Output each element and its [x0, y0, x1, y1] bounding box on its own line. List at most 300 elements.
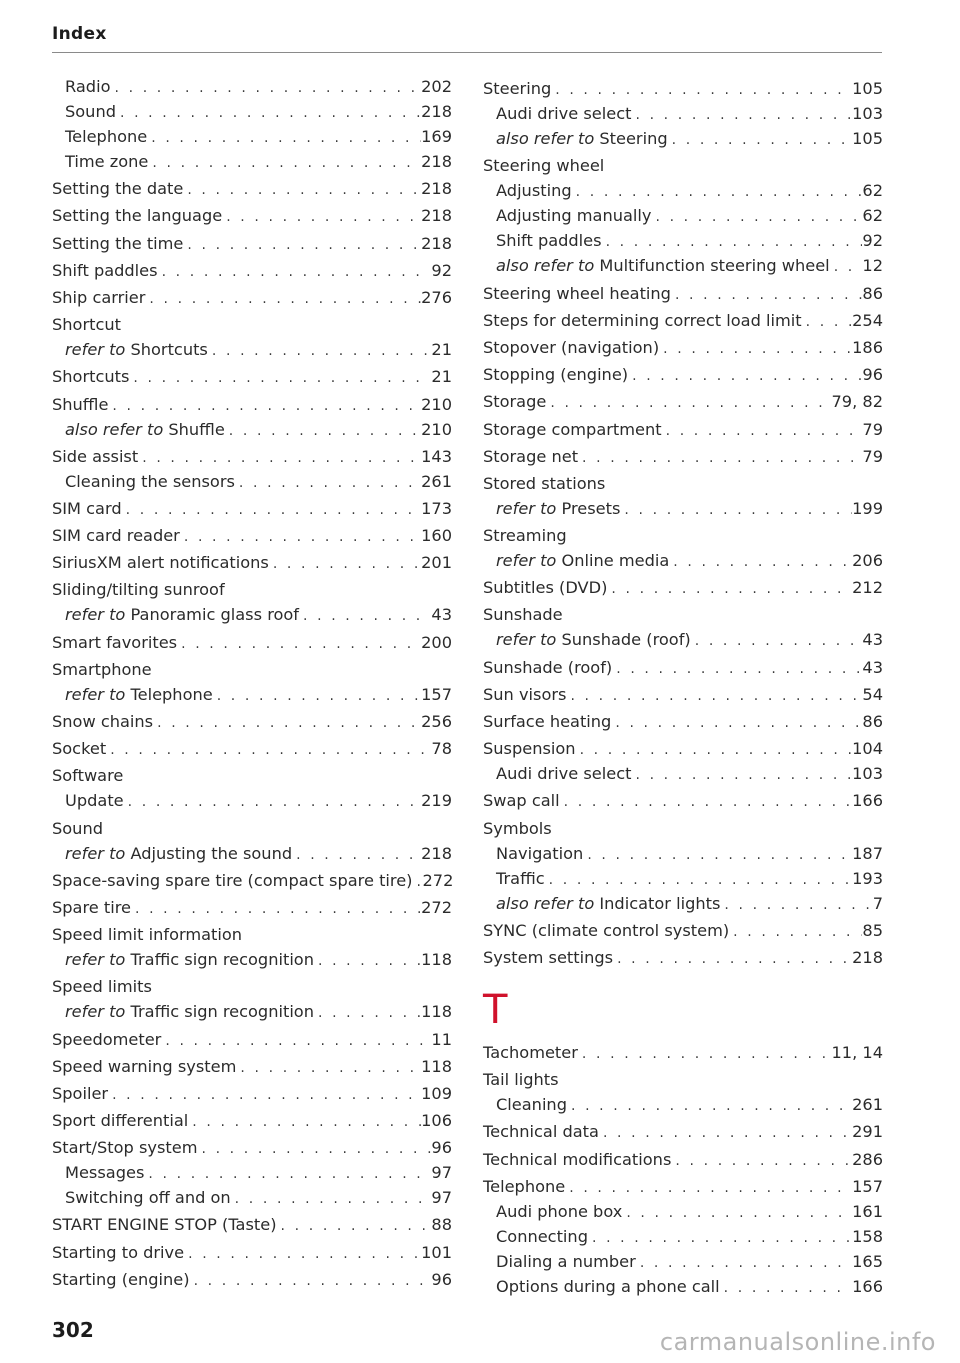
- dot-leader: [668, 128, 852, 153]
- entry-term: [483, 575, 607, 600]
- dot-leader: [213, 684, 421, 709]
- index-entry: [483, 389, 883, 414]
- entry-term-text: Traffic sign recognition: [130, 1002, 314, 1022]
- entry-term: [65, 99, 116, 124]
- entry-term-text: Symbols: [483, 818, 552, 838]
- index-entry: [52, 868, 452, 893]
- entry-term-text: SiriusXM alert notifications: [52, 553, 269, 573]
- index-entry: [52, 203, 452, 228]
- entry-term-text: Indicator lights: [599, 893, 721, 913]
- entry-term-text: Sport differential: [52, 1111, 189, 1131]
- entry-page-ref[interactable]: 109: [421, 1083, 452, 1103]
- entry-term: [52, 1135, 197, 1160]
- entry-term-text: Start/Stop system: [52, 1138, 198, 1158]
- index-entry: [52, 550, 452, 575]
- entry-term-text: Dialing a number: [496, 1251, 636, 1271]
- index-entry: [52, 285, 452, 310]
- entry-page-ref[interactable]: 97: [431, 1163, 452, 1183]
- entry-term: [65, 337, 208, 362]
- entry-term-text: Steps for determining correct load limit: [483, 310, 802, 330]
- dot-leader: [691, 629, 863, 654]
- index-subentry: [483, 126, 883, 151]
- dot-leader: [116, 101, 421, 126]
- entry-page-ref[interactable]: 104: [852, 739, 883, 759]
- entry-term-text: Shortcut: [52, 315, 121, 335]
- dot-leader: [602, 230, 863, 255]
- entry-term: [483, 335, 659, 360]
- index-entry: [483, 736, 883, 761]
- entry-term: [483, 281, 671, 306]
- entry-page-ref[interactable]: 161: [852, 1201, 883, 1221]
- index-subentry: [52, 682, 452, 707]
- index-entry: [52, 657, 452, 682]
- index-subentry: [483, 1249, 883, 1274]
- page-header: [52, 24, 882, 53]
- entry-page-ref[interactable]: 218: [421, 206, 452, 226]
- dot-leader: [729, 920, 862, 945]
- entry-term: [483, 709, 611, 734]
- entry-page-ref[interactable]: 7: [872, 893, 883, 913]
- dot-leader: [177, 632, 421, 657]
- dot-leader: [583, 843, 852, 868]
- entry-page-ref[interactable]: 165: [852, 1251, 883, 1271]
- index-subentry: [483, 627, 883, 652]
- entry-term-text: Audi drive select: [496, 764, 632, 784]
- entry-term-text: Stored stations: [483, 473, 606, 493]
- entry-term: [65, 841, 292, 866]
- dot-leader: [612, 657, 862, 682]
- entry-term: [52, 258, 158, 283]
- index-entry: [483, 1040, 883, 1065]
- index-subentry: [483, 253, 883, 278]
- entry-term: [496, 1199, 622, 1224]
- entry-page-ref[interactable]: 21: [431, 340, 452, 360]
- index-entry: [52, 974, 452, 999]
- index-entry: [483, 709, 883, 734]
- entry-page-ref[interactable]: 169: [421, 127, 452, 146]
- index-entry: [483, 523, 883, 548]
- index-entry: [483, 471, 883, 496]
- entry-term: [52, 1081, 108, 1106]
- entry-term: [483, 1067, 559, 1092]
- entry-term-text: Steering: [483, 79, 552, 99]
- index-subentry: [52, 788, 452, 813]
- dot-leader: [147, 126, 421, 151]
- entry-page-ref[interactable]: 118: [421, 1056, 452, 1076]
- dot-leader: [108, 1083, 421, 1108]
- dot-leader: [566, 684, 862, 709]
- dot-leader: [277, 1214, 432, 1239]
- dot-leader: [158, 260, 432, 285]
- entry-page-ref[interactable]: 12: [862, 256, 883, 276]
- index-subentry: [483, 101, 883, 126]
- index-entry: [483, 788, 883, 813]
- entry-page-ref[interactable]: 200: [421, 632, 452, 652]
- entry-term-text: System settings: [483, 947, 614, 967]
- cross-reference-prefix: also refer to: [496, 893, 595, 913]
- entry-page-ref[interactable]: 103: [852, 104, 883, 124]
- entry-term-text: Cleaning the sensors: [65, 471, 235, 491]
- entry-term: [483, 788, 560, 813]
- entry-term-text: Update: [65, 791, 124, 811]
- dot-leader: [565, 1176, 852, 1201]
- entry-term: [496, 627, 691, 652]
- entry-term-text: SYNC (climate control system): [483, 920, 730, 940]
- entry-term-text: Sound: [52, 818, 103, 838]
- index-entry: [52, 1081, 452, 1106]
- entry-page-ref[interactable]: 54: [862, 684, 883, 704]
- entry-term-text: Sunshade: [483, 605, 563, 625]
- entry-page-ref[interactable]: 166: [852, 791, 883, 811]
- index-entry: [483, 153, 883, 178]
- entry-term-text: Telephone: [130, 684, 213, 704]
- entry-page-ref[interactable]: 272: [422, 870, 454, 890]
- entry-page-ref[interactable]: 272: [421, 897, 452, 917]
- entry-page-ref[interactable]: 97: [431, 1188, 452, 1208]
- entry-term: [52, 496, 122, 521]
- entry-page-ref[interactable]: 143: [421, 446, 452, 466]
- index-subentry: [52, 337, 452, 362]
- watermark: carmanualsonline.info: [659, 1328, 936, 1356]
- entry-page-ref[interactable]: 218: [852, 947, 883, 967]
- entry-page-ref[interactable]: 187: [852, 843, 883, 863]
- entry-term-text: Smart favorites: [52, 632, 178, 652]
- entry-page-ref[interactable]: 254: [852, 310, 883, 330]
- entry-term-text: Telephone: [483, 1176, 566, 1196]
- entry-page-ref[interactable]: 78: [431, 739, 452, 759]
- index-entry: [483, 575, 883, 600]
- entry-page-ref[interactable]: 186: [852, 337, 883, 357]
- entry-page-ref[interactable]: 210: [421, 394, 452, 414]
- entry-page-ref[interactable]: 160: [421, 526, 452, 546]
- dot-leader: [588, 1226, 852, 1251]
- index-entry: [52, 312, 452, 337]
- entry-term-text: Starting to drive: [52, 1242, 185, 1262]
- entry-term: [483, 471, 605, 496]
- dot-leader: [611, 711, 862, 736]
- entry-page-ref[interactable]: 96: [862, 365, 883, 385]
- index-entry: [483, 335, 883, 360]
- entry-page-ref[interactable]: 101: [421, 1242, 452, 1262]
- entry-page-ref[interactable]: 206: [852, 551, 883, 571]
- entry-term: [496, 126, 668, 151]
- dot-leader: [122, 498, 421, 523]
- entry-page-ref[interactable]: 157: [421, 684, 452, 704]
- cross-reference-prefix: refer to: [496, 551, 557, 571]
- dot-leader: [138, 446, 421, 471]
- entry-term: [52, 176, 183, 201]
- entry-term: [52, 922, 242, 947]
- entry-page-ref[interactable]: 43: [862, 657, 883, 677]
- entry-term: [483, 417, 662, 442]
- index-subentry: [52, 602, 452, 627]
- entry-page-ref[interactable]: 173: [421, 498, 452, 518]
- dot-leader: [578, 446, 862, 471]
- entry-term-text: Speed warning system: [52, 1056, 237, 1076]
- entry-term-text: Sunshade (roof): [561, 630, 691, 650]
- entry-page-ref[interactable]: 86: [862, 283, 883, 303]
- entry-term: [52, 709, 153, 734]
- entry-term-text: Presets: [561, 498, 621, 518]
- dot-leader: [830, 255, 863, 280]
- dot-leader: [144, 1162, 431, 1187]
- entry-page-ref[interactable]: 118: [421, 950, 452, 970]
- index-entry: [52, 258, 452, 283]
- entry-term: [496, 101, 631, 126]
- dot-leader: [671, 1149, 852, 1174]
- dot-leader: [188, 1110, 421, 1135]
- index-entry: [483, 682, 883, 707]
- dot-leader: [108, 394, 421, 419]
- entry-term-text: Side assist: [52, 446, 139, 466]
- index-subentry: [483, 761, 883, 786]
- entry-term-text: Messages: [65, 1163, 145, 1183]
- entry-term: [52, 1108, 188, 1133]
- index-entry: [483, 1119, 883, 1144]
- entry-term-text: Spare tire: [52, 897, 131, 917]
- dot-leader: [197, 1137, 431, 1162]
- entry-term-text: Options during a phone call: [496, 1276, 720, 1296]
- entry-page-ref[interactable]: 21: [431, 367, 452, 387]
- entry-term-text: Audi drive select: [496, 104, 632, 124]
- index-subentry: [483, 548, 883, 573]
- entry-term: [483, 308, 802, 333]
- dot-leader: [578, 1042, 832, 1067]
- section-letter: T: [483, 986, 508, 1033]
- index-entry: [483, 945, 883, 970]
- dot-leader: [662, 419, 863, 444]
- entry-page-ref[interactable]: 261: [852, 1095, 883, 1115]
- entry-page-ref[interactable]: 105: [852, 79, 883, 99]
- entry-page-ref[interactable]: 105: [852, 129, 883, 149]
- index-subentry: [483, 1199, 883, 1224]
- cross-reference-prefix: refer to: [65, 684, 126, 704]
- dot-leader: [145, 287, 421, 312]
- entry-term-text: SIM card: [52, 498, 122, 518]
- entry-term-text: Radio: [65, 77, 111, 96]
- entry-term: [65, 1160, 144, 1185]
- entry-term-text: Streaming: [483, 526, 567, 546]
- entry-page-ref[interactable]: 210: [421, 419, 452, 439]
- entry-term-text: Technical modifications: [483, 1149, 672, 1169]
- entry-page-ref[interactable]: 79: [862, 446, 883, 466]
- entry-page-ref[interactable]: 96: [431, 1138, 452, 1158]
- entry-page-ref[interactable]: 157: [852, 1176, 883, 1196]
- entry-term: [65, 74, 111, 99]
- dot-leader: [292, 843, 421, 868]
- entry-term: [52, 550, 269, 575]
- entry-term-text: Socket: [52, 739, 107, 759]
- index-entry: [483, 444, 883, 469]
- dot-leader: [572, 180, 863, 205]
- entry-term-text: Starting (engine): [52, 1269, 190, 1289]
- cross-reference-prefix: refer to: [65, 605, 126, 625]
- entry-page-ref[interactable]: 62: [862, 206, 883, 226]
- entry-term-text: Sliding/tilting sunroof: [52, 580, 225, 600]
- entry-term-text: Stopover (navigation): [483, 337, 660, 357]
- dot-leader: [576, 738, 853, 763]
- entry-page-ref[interactable]: 88: [431, 1215, 452, 1235]
- dot-leader: [613, 947, 852, 972]
- dot-leader: [183, 233, 421, 258]
- entry-page-ref[interactable]: 103: [852, 764, 883, 784]
- index-entry: [52, 922, 452, 947]
- entry-term: [496, 253, 830, 278]
- entry-term: [483, 1174, 565, 1199]
- index-entry: [52, 496, 452, 521]
- dot-leader: [631, 763, 852, 788]
- entry-term-text: Ship carrier: [52, 287, 146, 307]
- entry-term: [52, 577, 225, 602]
- index-entry: [483, 816, 883, 841]
- index-entry: [52, 231, 452, 256]
- entry-term: [65, 469, 235, 494]
- entry-term: [52, 523, 180, 548]
- entry-term-text: Tachometer: [483, 1042, 578, 1062]
- entry-page-ref[interactable]: 96: [431, 1269, 452, 1289]
- dot-leader: [190, 1269, 432, 1294]
- entry-term: [496, 841, 583, 866]
- index-entry: [52, 364, 452, 389]
- entry-page-ref[interactable]: 86: [862, 712, 883, 731]
- dot-leader: [631, 103, 852, 128]
- dot-leader: [720, 893, 872, 918]
- entry-term: [65, 124, 147, 149]
- index-entry: [483, 1174, 883, 1199]
- dot-leader: [622, 1201, 852, 1226]
- entry-term-text: Storage net: [483, 446, 579, 466]
- entry-term-text: Telephone: [65, 127, 148, 146]
- entry-term: [52, 312, 121, 337]
- entry-page-ref[interactable]: 106: [421, 1111, 452, 1131]
- entry-page-ref[interactable]: 256: [421, 712, 452, 731]
- entry-term-text: Panoramic glass roof: [130, 605, 299, 625]
- entry-term-text: Setting the date: [52, 179, 184, 199]
- entry-term-text: Subtitles (DVD): [483, 578, 608, 598]
- dot-leader: [607, 577, 852, 602]
- entry-page-ref[interactable]: 218: [421, 179, 452, 199]
- dot-leader: [161, 1029, 431, 1054]
- cross-reference-prefix: refer to: [65, 843, 126, 863]
- index-subentry: [483, 1274, 883, 1299]
- entry-page-ref[interactable]: 158: [852, 1226, 883, 1246]
- entry-page-ref[interactable]: 218: [421, 102, 452, 121]
- entry-term: [52, 1267, 190, 1292]
- entry-page-ref[interactable]: 11, 14: [831, 1042, 883, 1062]
- entry-page-ref[interactable]: 219: [421, 791, 452, 811]
- entry-page-ref[interactable]: 201: [421, 553, 452, 573]
- entry-page-ref[interactable]: 218: [421, 152, 452, 171]
- index-subentry: [52, 149, 452, 174]
- dot-leader: [669, 550, 852, 575]
- entry-term: [52, 657, 152, 682]
- dot-leader: [314, 949, 421, 974]
- index-entry: [483, 281, 883, 306]
- entry-term: [65, 999, 314, 1024]
- entry-term: [52, 868, 413, 893]
- entry-term-text: Stopping (engine): [483, 365, 629, 385]
- entry-page-ref[interactable]: 43: [862, 630, 883, 650]
- entry-page-ref[interactable]: 212: [852, 578, 883, 598]
- entry-page-ref[interactable]: 202: [421, 77, 452, 96]
- cross-reference-prefix: also refer to: [65, 419, 164, 439]
- entry-term-text: Shift paddles: [52, 260, 158, 280]
- entry-term-text: Adjusting: [496, 181, 572, 201]
- entry-page-ref[interactable]: 11: [431, 1029, 452, 1049]
- entry-term: [483, 945, 613, 970]
- entry-page-ref[interactable]: 92: [862, 231, 883, 251]
- index-subentry: [52, 841, 452, 866]
- entry-page-ref[interactable]: 85: [862, 920, 883, 940]
- entry-page-ref[interactable]: 166: [852, 1276, 883, 1296]
- index-subentry: [52, 1160, 452, 1185]
- entry-page-ref[interactable]: 79: [862, 419, 883, 439]
- index-subentry: [483, 891, 883, 916]
- index-subentry: [52, 417, 452, 442]
- entry-term: [52, 1212, 277, 1237]
- entry-term-text: Snow chains: [52, 712, 154, 731]
- dot-leader: [269, 552, 421, 577]
- entry-page-ref[interactable]: 79, 82: [831, 392, 883, 412]
- entry-term: [483, 523, 567, 548]
- entry-page-ref[interactable]: 118: [421, 1002, 452, 1022]
- entry-term-text: Software: [52, 766, 124, 786]
- entry-page-ref[interactable]: 261: [421, 471, 452, 491]
- dot-leader: [545, 868, 852, 893]
- index-entry: [52, 709, 452, 734]
- entry-term-text: Adjusting the sound: [130, 843, 293, 863]
- entry-page-ref[interactable]: 218: [421, 233, 452, 253]
- entry-term: [496, 178, 572, 203]
- dot-leader: [546, 391, 831, 416]
- page-number: 302: [52, 1318, 94, 1342]
- entry-term: [65, 947, 314, 972]
- entry-term: [483, 1147, 671, 1172]
- index-entry: [52, 736, 452, 761]
- entry-term: [65, 682, 213, 707]
- dot-leader: [129, 366, 431, 391]
- entry-term: [52, 392, 108, 417]
- entry-term: [496, 1249, 636, 1274]
- index-subentry: [52, 124, 452, 149]
- entry-page-ref[interactable]: 92: [431, 260, 452, 280]
- entry-term-text: Online media: [561, 551, 670, 571]
- dot-leader: [148, 151, 421, 176]
- entry-page-ref[interactable]: 276: [421, 287, 452, 307]
- cross-reference-prefix: refer to: [65, 950, 126, 970]
- entry-term: [483, 816, 552, 841]
- entry-term: [496, 496, 620, 521]
- entry-page-ref[interactable]: 218: [421, 843, 452, 863]
- entry-page-ref[interactable]: 291: [852, 1122, 883, 1142]
- entry-page-ref[interactable]: 193: [852, 868, 883, 888]
- entry-page-ref[interactable]: 286: [852, 1149, 883, 1169]
- dot-leader: [183, 178, 421, 203]
- entry-page-ref[interactable]: 43: [431, 605, 452, 625]
- index-entry: [52, 1135, 452, 1160]
- entry-term-text: Swap call: [483, 791, 560, 811]
- entry-term-text: Shortcuts: [130, 340, 208, 360]
- entry-page-ref[interactable]: 62: [862, 181, 883, 201]
- entry-term-text: Traffic sign recognition: [130, 950, 314, 970]
- entry-term-text: Storage: [483, 392, 547, 412]
- index-entry: [52, 816, 452, 841]
- dot-leader: [299, 604, 431, 629]
- index-subentry: [52, 999, 452, 1024]
- dot-leader: [235, 471, 421, 496]
- entry-term-text: Switching off and on: [65, 1188, 231, 1208]
- entry-page-ref[interactable]: 199: [852, 498, 883, 518]
